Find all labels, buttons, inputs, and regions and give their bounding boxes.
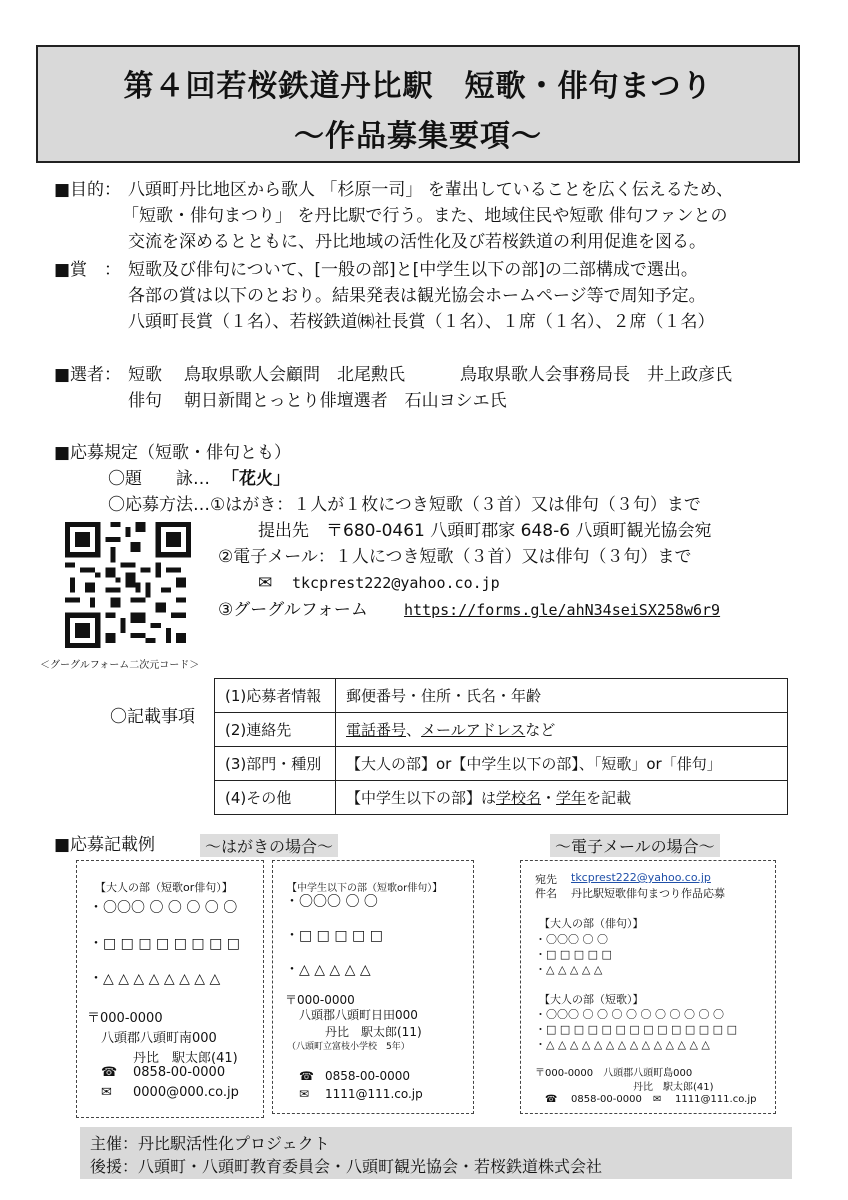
- purpose-line-1: 八頭町丹比地区から歌人 「杉原一司」 を輩出していることを広く伝えるため、: [128, 180, 734, 200]
- card-school: （八頭町立富枝小学校 5年）: [287, 1042, 410, 1052]
- title-box: [36, 45, 800, 163]
- card-line-2: ・□ □ □ □ □: [285, 928, 383, 944]
- email-address[interactable]: tkcprest222@yahoo.co.jp: [292, 574, 500, 592]
- email-heading-haiku: 【大人の部（俳句）】: [539, 917, 644, 930]
- email-subject-label: 件名: [535, 887, 557, 900]
- table-row: [215, 713, 788, 747]
- card-heading: 【中学生以下の部（短歌or俳句）】: [287, 883, 443, 894]
- card-line-1: ・〇〇〇 〇 〇 〇 〇 〇: [89, 900, 238, 916]
- footer-support: 後援：八頭町・八頭町教育委員会・八頭町観光協会・若桜鉄道株式会社: [90, 1157, 603, 1176]
- rules-heading: ■応募規定（短歌・俳句とも）: [54, 443, 292, 463]
- judges-label: ■選者：: [54, 365, 122, 385]
- purpose-line-3: 交流を深めるとともに、丹比地域の活性化及び若桜鉄道の利用促進を図る。: [128, 232, 706, 252]
- sep-text: 、: [406, 721, 422, 739]
- phone-icon: ☎: [299, 1069, 314, 1083]
- email-mail: 1111@111.co.jp: [675, 1094, 757, 1105]
- email-to-label: 宛先: [535, 873, 557, 886]
- grade-text: 学年: [556, 789, 587, 807]
- award-label: ■賞 ：: [54, 260, 122, 280]
- email-tel: 0858-00-0000: [571, 1094, 642, 1105]
- method-postcard: 〇応募方法…①はがき：１人が１枚につき短歌（３首）又は俳句（３句）まで: [108, 495, 701, 515]
- judge-haiku-1: 朝日新聞とっとり俳壇選者 石山ヨシエ氏: [184, 391, 507, 411]
- method-form: ③グーグルフォーム: [218, 600, 368, 620]
- email-to-link[interactable]: tkcprest222@yahoo.co.jp: [571, 871, 711, 884]
- mail-text: メールアドレス: [421, 721, 526, 739]
- card-line-1: ・〇〇〇 〇 〇: [285, 894, 378, 910]
- rest-text: など: [525, 721, 556, 739]
- haiku-line-3: ・△ △ △ △ △: [535, 963, 603, 976]
- email-tag: ～電子メールの場合～: [550, 834, 720, 857]
- card-zip: 〒000-0000: [285, 993, 355, 1007]
- tanka-line-3: ・△ △ △ △ △ △ △ △ △ △ △ △ △ △: [535, 1038, 710, 1051]
- card-name: 丹比 駅太郎(41): [133, 1051, 238, 1066]
- kisai-value-2: [336, 713, 788, 747]
- mail-icon: ✉: [299, 1087, 310, 1101]
- card-address: 八頭郡八頭町日田000: [299, 1008, 418, 1022]
- judges-tanka-label: 短歌: [128, 365, 162, 385]
- sep-text: ・: [541, 789, 557, 807]
- kisai-key-1: (1)応募者情報: [215, 679, 336, 713]
- email-zip-address: 〒000-0000 八頭郡八頭町島000: [535, 1068, 693, 1079]
- card-mail: 1111@111.co.jp: [325, 1087, 423, 1101]
- card-tel: 0858-00-0000: [325, 1069, 411, 1083]
- card-mail: 0000@000.co.jp: [133, 1085, 239, 1100]
- card-zip: 〒000-0000: [87, 1011, 163, 1026]
- card-line-2: ・□ □ □ □ □ □ □ □: [89, 936, 240, 952]
- purpose-label: ■目的：: [54, 180, 122, 200]
- haiku-line-2: ・□ □ □ □ □: [535, 948, 612, 961]
- method-email: ②電子メール：１人につき短歌（３首）又は俳句（３句）まで: [218, 547, 692, 567]
- kisai-key-2: (2)連絡先: [215, 713, 336, 747]
- email-subject: 丹比駅短歌俳句まつり作品応募: [571, 887, 725, 900]
- kisai-value-3: 【大人の部】or【中学生以下の部】、「短歌」or「俳句」: [336, 747, 788, 781]
- footer-box: [80, 1127, 792, 1179]
- kisai-value-1: 郵便番号・住所・氏名・年齢: [336, 679, 788, 713]
- card-address: 八頭郡八頭町南000: [101, 1031, 217, 1046]
- kisai-label: 〇記載事項: [110, 707, 195, 727]
- purpose-line-2: 「短歌・俳句まつり」 を丹比駅で行う。また、地域住民や短歌 俳句ファンとの: [122, 206, 728, 226]
- qr-caption: ＜グーグルフォーム二次元コード＞: [40, 660, 200, 671]
- qr-code: [65, 522, 191, 648]
- award-line-1: 短歌及び俳句について、[一般の部]と[中学生以下の部]の二部構成で選出。: [128, 260, 698, 280]
- card-heading: 【大人の部（短歌or俳句）】: [95, 881, 233, 894]
- email-name: 丹比 駅太郎(41): [633, 1082, 714, 1093]
- table-row: [215, 781, 788, 815]
- footer-host: 主催：丹比駅活性化プロジェクト: [90, 1134, 330, 1153]
- table-row: [215, 747, 788, 781]
- card-name: 丹比 駅太郎(11): [325, 1025, 422, 1039]
- page-title: 第４回若桜鉄道丹比駅 短歌・俳句まつり: [123, 69, 713, 104]
- form-url-link[interactable]: https://forms.gle/ahN34seiSX258w6r9: [404, 601, 721, 619]
- card-tel: 0858-00-0000: [133, 1065, 226, 1080]
- theme-value: 「花火」: [222, 469, 290, 489]
- table-row: [215, 679, 788, 713]
- card-line-3: ・△ △ △ △ △ △ △ △: [89, 971, 221, 987]
- mail-icon: ✉: [101, 1085, 112, 1100]
- school-text: 学校名: [496, 789, 542, 807]
- kisai-value-4: [336, 781, 788, 815]
- postcard-example-junior: [272, 860, 474, 1114]
- theme-label: 〇題 詠…: [108, 469, 210, 489]
- award-line-3: 八頭町長賞（１名）、若桜鉄道㈱社長賞（１名）、１席（１名）、２席（１名）: [128, 312, 715, 332]
- page-subtitle: ～作品募集要項～: [294, 119, 542, 154]
- email-example: [520, 860, 776, 1114]
- award-line-2: 各部の賞は以下のとおり。結果発表は観光協会ホームページ等で周知予定。: [128, 286, 706, 306]
- examples-heading: ■応募記載例: [54, 835, 156, 855]
- judge-tanka-1: 鳥取県歌人会顧問 北尾勲氏: [184, 365, 405, 385]
- judges-haiku-label: 俳句: [128, 391, 162, 411]
- rest-text: を記載: [586, 789, 632, 807]
- tanka-line-1: ・〇〇〇 〇 〇 〇 〇 〇 〇 〇 〇 〇 〇: [535, 1008, 724, 1021]
- kisai-key-3: (3)部門・種別: [215, 747, 336, 781]
- postcard-address: 提出先 〒680-0461 八頭町郡家 648-6 八頭町観光協会宛: [258, 521, 712, 541]
- email-heading-tanka: 【大人の部（短歌）】: [539, 993, 644, 1006]
- judge-tanka-2: 鳥取県歌人会事務局長 井上政彦氏: [460, 365, 732, 385]
- haiku-line-1: ・〇〇〇 〇 〇: [535, 933, 608, 946]
- postcard-example-adult: [76, 860, 264, 1118]
- junior-text: 【中学生以下の部】は: [346, 789, 497, 807]
- phone-icon: ☎: [101, 1065, 118, 1080]
- mail-icon: ✉: [653, 1094, 662, 1105]
- kisai-table: [214, 678, 788, 815]
- mail-icon: ✉: [258, 573, 273, 593]
- card-line-3: ・△ △ △ △ △: [285, 962, 371, 978]
- tanka-line-2: ・□ □ □ □ □ □ □ □ □ □ □ □ □ □: [535, 1023, 737, 1036]
- phone-text: 電話番号: [346, 721, 407, 739]
- phone-icon: ☎: [545, 1094, 558, 1105]
- kisai-key-4: (4)その他: [215, 781, 336, 815]
- postcard-tag: ～はがきの場合～: [200, 834, 338, 857]
